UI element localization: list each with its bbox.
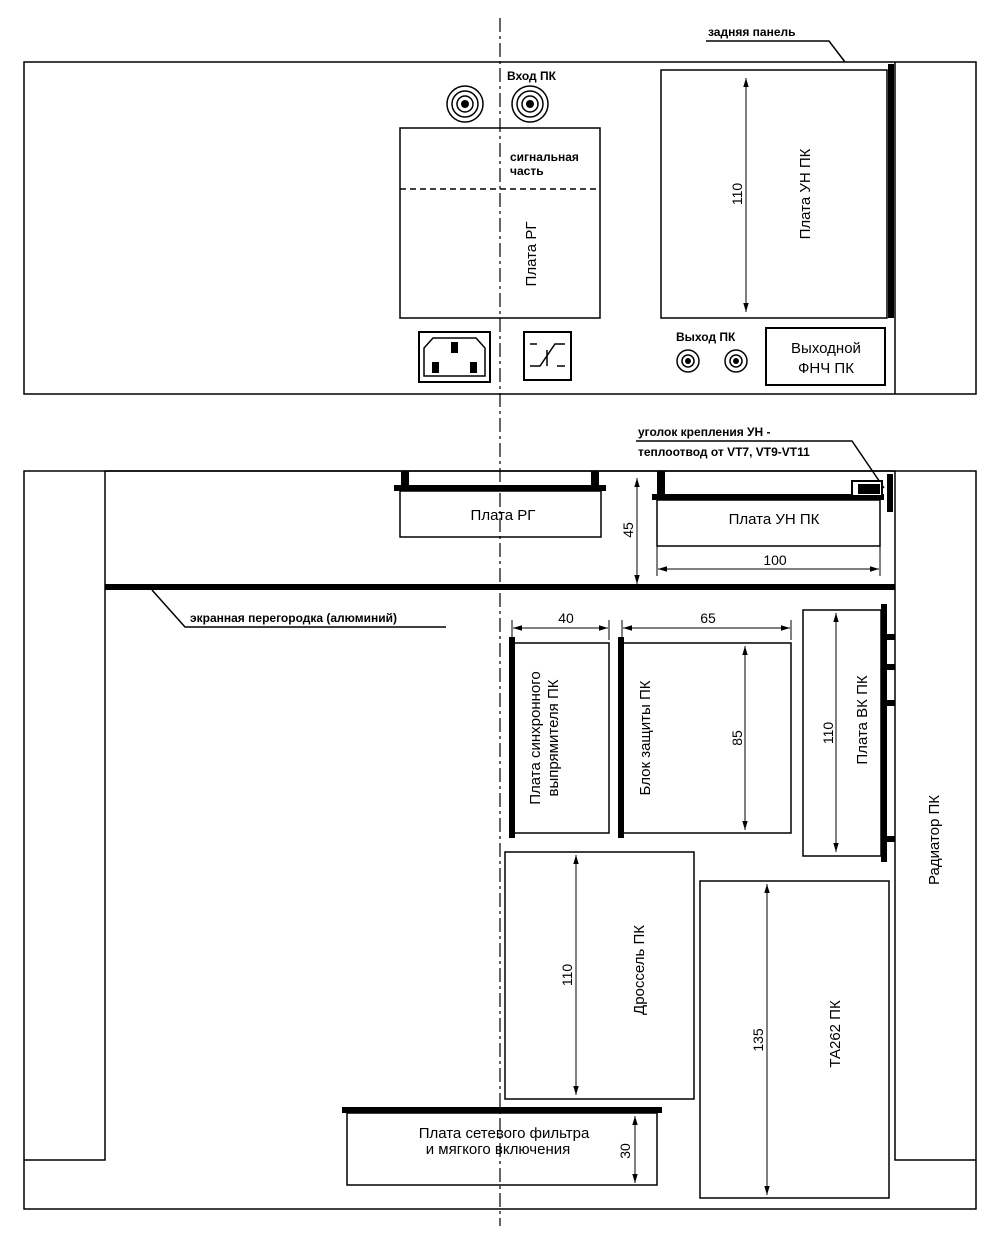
signal-part-label-1: сигнальная <box>510 150 579 164</box>
radiator-label: Радиатор ПК <box>926 794 943 886</box>
output-lpf-label-2: ФНЧ ПК <box>798 360 854 377</box>
output-jack-1-icon <box>677 350 699 372</box>
un-width-dim-text: 100 <box>763 552 787 568</box>
top-rg-board-label: Плата РГ <box>470 507 536 524</box>
bracket-note-2: теплоотвод от VT7, VT9-VT11 <box>638 445 810 459</box>
rectifier-label-1: Плата синхронного <box>527 671 544 805</box>
top-un-board-label: Плата УН ПК <box>728 511 820 528</box>
height-dim-text: 45 <box>620 522 636 538</box>
filter-dim-text: 30 <box>617 1143 633 1159</box>
rectifier-dim-text: 40 <box>558 610 574 626</box>
power-switch-icon <box>524 332 571 380</box>
transformer-label: ТА262 ПК <box>827 1000 844 1068</box>
choke-box <box>505 852 694 1099</box>
input-label: Вход ПК <box>507 69 556 83</box>
transformer-dim-text: 135 <box>750 1028 766 1052</box>
vk-dim-text: 110 <box>820 721 836 745</box>
choke-label: Дроссель ПК <box>631 925 648 1015</box>
rear-un-board <box>661 70 887 318</box>
rg-standoff-left <box>401 471 409 489</box>
left-side-wall <box>24 471 105 1160</box>
protection-label: Блок защиты ПК <box>637 680 654 796</box>
un-bracket-inner <box>858 484 880 494</box>
transformer-box <box>700 881 889 1198</box>
vk-clip-2 <box>881 664 895 670</box>
vk-board-label: Плата ВК ПК <box>854 675 871 765</box>
choke-dim-text: 110 <box>559 963 575 987</box>
signal-part-label-2: часть <box>510 164 544 178</box>
input-jack-1-icon <box>447 86 483 122</box>
output-jack-2-icon <box>725 350 747 372</box>
un-standoff-left <box>657 471 665 497</box>
shield-label: экранная перегородка (алюминий) <box>190 611 398 625</box>
output-lpf-label-1: Выходной <box>791 340 861 357</box>
rear-panel-label: задняя панель <box>708 25 796 39</box>
vk-clip-3 <box>881 700 895 706</box>
input-jack-2-icon <box>512 86 548 122</box>
rectifier-label-2: выпрямителя ПК <box>545 679 562 797</box>
protection-h-dim-text: 85 <box>729 730 745 746</box>
protection-w-dim-text: 65 <box>700 610 716 626</box>
filter-label-1: Плата сетевого фильтра <box>418 1125 590 1142</box>
filter-label-2: и мягкого включения <box>425 1141 571 1158</box>
power-socket-icon <box>419 332 490 382</box>
vk-clip-1 <box>881 634 895 640</box>
vk-clip-4 <box>881 836 895 842</box>
rear-rg-board-label: Плата РГ <box>523 221 540 287</box>
rg-standoff-right <box>591 471 599 489</box>
top-view <box>24 425 976 1209</box>
rear-un-dim-text: 110 <box>729 182 745 206</box>
output-label: Выход ПК <box>676 330 736 344</box>
rear-un-board-label: Плата УН ПК <box>797 148 814 240</box>
bracket-note-1: уголок крепления УН - <box>638 425 771 439</box>
rear-panel-leader <box>706 41 845 62</box>
